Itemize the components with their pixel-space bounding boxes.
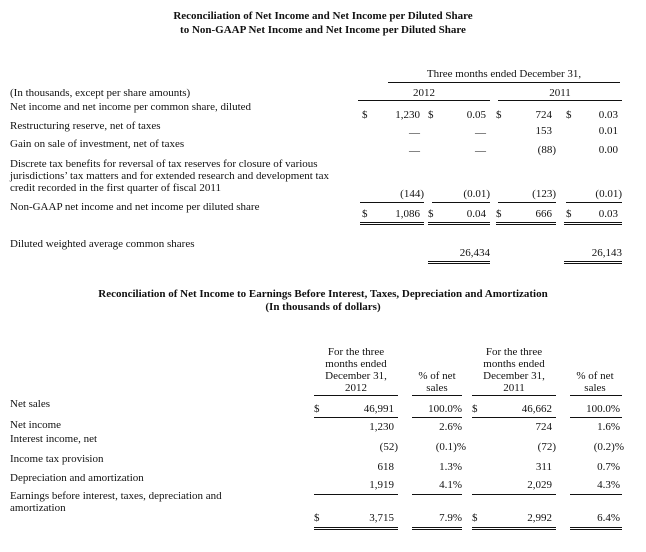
t2-row-label-net-sales: Net sales (10, 398, 51, 410)
period-header: Three months ended December 31, (426, 68, 582, 80)
t1-row-label-non-gaap: Non-GAAP net income and net income per diluted share (10, 201, 260, 213)
row-rule (412, 417, 462, 418)
t1-row-label-shares: Diluted weighted average common shares (10, 238, 195, 250)
t2-interest-2012: (52) (379, 441, 398, 453)
t1-row-label-gain: Gain on sale of investment, net of taxes (10, 138, 185, 150)
t1-net-income-2011: 724 (535, 109, 552, 121)
t1-shares-2011: 26,143 (591, 247, 622, 259)
t1-discrete-eps-2011: (0.01) (595, 188, 622, 200)
t2-ebitda-2011: 2,992 (527, 512, 552, 524)
subtotal-rule (360, 202, 424, 203)
subtotal-rule (570, 494, 622, 495)
t2-net-income-pct-2011: 1.6% (597, 421, 620, 433)
t2-interest-2011: (72) (537, 441, 556, 453)
t2-tax-2011: 311 (535, 461, 552, 473)
t2-row-label-ebitda: Earnings before interest, taxes, depreciation and amortization (10, 490, 222, 514)
t2-tax-2012: 618 (377, 461, 394, 473)
t1-row-label-net-income: Net income and net income per common share, diluted (10, 101, 252, 113)
t1-restructuring-2011: 153 (535, 125, 552, 137)
t1-non-gaap-eps-2011: 0.03 (598, 208, 618, 220)
t2-net-sales-2011: 46,662 (521, 403, 552, 415)
t1-non-gaap-2011: 666 (535, 208, 552, 220)
t2-interest-pct-2012: (0.1)% (435, 441, 466, 453)
subtotal-rule (412, 494, 462, 495)
dollar-sign: $ (472, 403, 478, 415)
t2-net-income-2011: 724 (535, 421, 552, 433)
t2-pct-header-2012: % of net sales (418, 370, 456, 394)
header-rule (314, 395, 398, 396)
year-2012-header: 2012 (413, 87, 435, 99)
subtotal-rule (566, 202, 622, 203)
units-label: (In thousands, except per share amounts) (10, 87, 191, 99)
dollar-sign: $ (428, 208, 434, 220)
dollar-sign: $ (566, 109, 572, 121)
dollar-sign: $ (362, 208, 368, 220)
t2-row-label-tax: Income tax provision (10, 453, 104, 465)
t1-row-label-restructuring: Restructuring reserve, net of taxes (10, 120, 161, 132)
row-rule (314, 417, 398, 418)
t2-net-sales-pct-2012: 100.0% (428, 403, 462, 415)
t1-shares-2012: 26,434 (459, 247, 490, 259)
t1-net-income-2012: 1,230 (395, 109, 420, 121)
title1-line1: Reconciliation of Net Income and Net Income per Diluted Share (173, 10, 473, 22)
dash-placeholder: — (475, 127, 486, 139)
header-rule (472, 395, 556, 396)
total-double-rule (428, 222, 490, 225)
t1-eps-2012: 0.05 (466, 109, 486, 121)
year-2011-rule (498, 100, 622, 101)
t2-ebitda-2012: 3,715 (369, 512, 394, 524)
dollar-sign: $ (314, 512, 320, 524)
row-rule (570, 417, 622, 418)
dollar-sign: $ (314, 403, 320, 415)
t2-net-sales-pct-2011: 100.0% (586, 403, 620, 415)
dollar-sign: $ (428, 109, 434, 121)
t1-discrete-eps-2012: (0.01) (463, 188, 490, 200)
t2-depreciation-2011: 2,029 (527, 479, 552, 491)
dollar-sign: $ (496, 109, 502, 121)
t2-net-sales-2012: 46,991 (363, 403, 394, 415)
t2-row-label-net-income: Net income (10, 419, 62, 431)
total-double-rule (360, 222, 424, 225)
dash-placeholder: — (409, 127, 420, 139)
t2-tax-pct-2011: 0.7% (597, 461, 620, 473)
dollar-sign: $ (472, 512, 478, 524)
t2-net-income-pct-2012: 2.6% (439, 421, 462, 433)
t1-eps-2011: 0.03 (598, 109, 618, 121)
total-double-rule (314, 527, 398, 530)
t2-depreciation-pct-2011: 4.3% (597, 479, 620, 491)
t1-restructuring-eps-2011: 0.01 (598, 125, 618, 137)
t1-non-gaap-2012: 1,086 (395, 208, 420, 220)
total-double-rule (428, 261, 490, 264)
t2-ebitda-pct-2011: 6.4% (597, 512, 620, 524)
year-2011-header: 2011 (549, 87, 571, 99)
t2-row-label-depreciation: Depreciation and amortization (10, 472, 144, 484)
t2-pct-header-2011: % of net sales (576, 370, 614, 394)
t2-interest-pct-2011: (0.2)% (593, 441, 624, 453)
total-double-rule (472, 527, 556, 530)
total-double-rule (564, 261, 622, 264)
total-double-rule (564, 222, 622, 225)
title1-line2: to Non-GAAP Net Income and Net Income per Diluted Share (180, 24, 466, 36)
t2-tax-pct-2012: 1.3% (439, 461, 462, 473)
t2-row-label-interest: Interest income, net (10, 433, 98, 445)
total-double-rule (570, 527, 622, 530)
t2-net-income-2012: 1,230 (369, 421, 394, 433)
title2-line1: Reconciliation of Net Income to Earnings Before Interest, Taxes, Depreciation and Amortization (98, 288, 548, 300)
header-rule (570, 395, 622, 396)
row-rule (472, 417, 556, 418)
t2-col-header-2011: For the three months ended December 31, 2011 (483, 346, 545, 394)
t1-discrete-2011: (123) (532, 188, 556, 200)
t2-depreciation-pct-2012: 4.1% (439, 479, 462, 491)
t1-non-gaap-eps-2012: 0.04 (466, 208, 486, 220)
period-header-rule (388, 82, 620, 83)
subtotal-rule (498, 202, 556, 203)
total-double-rule (496, 222, 556, 225)
dollar-sign: $ (566, 208, 572, 220)
dollar-sign: $ (362, 109, 368, 121)
t2-ebitda-pct-2012: 7.9% (439, 512, 462, 524)
year-2012-rule (358, 100, 490, 101)
t1-gain-eps-2011: 0.00 (598, 144, 618, 156)
dash-placeholder: — (409, 145, 420, 157)
t2-depreciation-2012: 1,919 (369, 479, 394, 491)
t2-col-header-2012: For the three months ended December 31, 2012 (325, 346, 387, 394)
subtotal-rule (472, 494, 556, 495)
title2-line2: (In thousands of dollars) (265, 301, 381, 313)
dash-placeholder: — (475, 145, 486, 157)
t1-discrete-2012: (144) (400, 188, 424, 200)
t1-row-label-discrete-tax: Discrete tax benefits for reversal of tax reserves for closure of various jurisdictions’ tax matters and for extended research and development tax credit recorded in the first quarter of fiscal 2011 (10, 158, 329, 194)
header-rule (412, 395, 462, 396)
subtotal-rule (314, 494, 398, 495)
t1-gain-2011: (88) (537, 144, 556, 156)
subtotal-rule (432, 202, 490, 203)
dollar-sign: $ (496, 208, 502, 220)
total-double-rule (412, 527, 462, 530)
